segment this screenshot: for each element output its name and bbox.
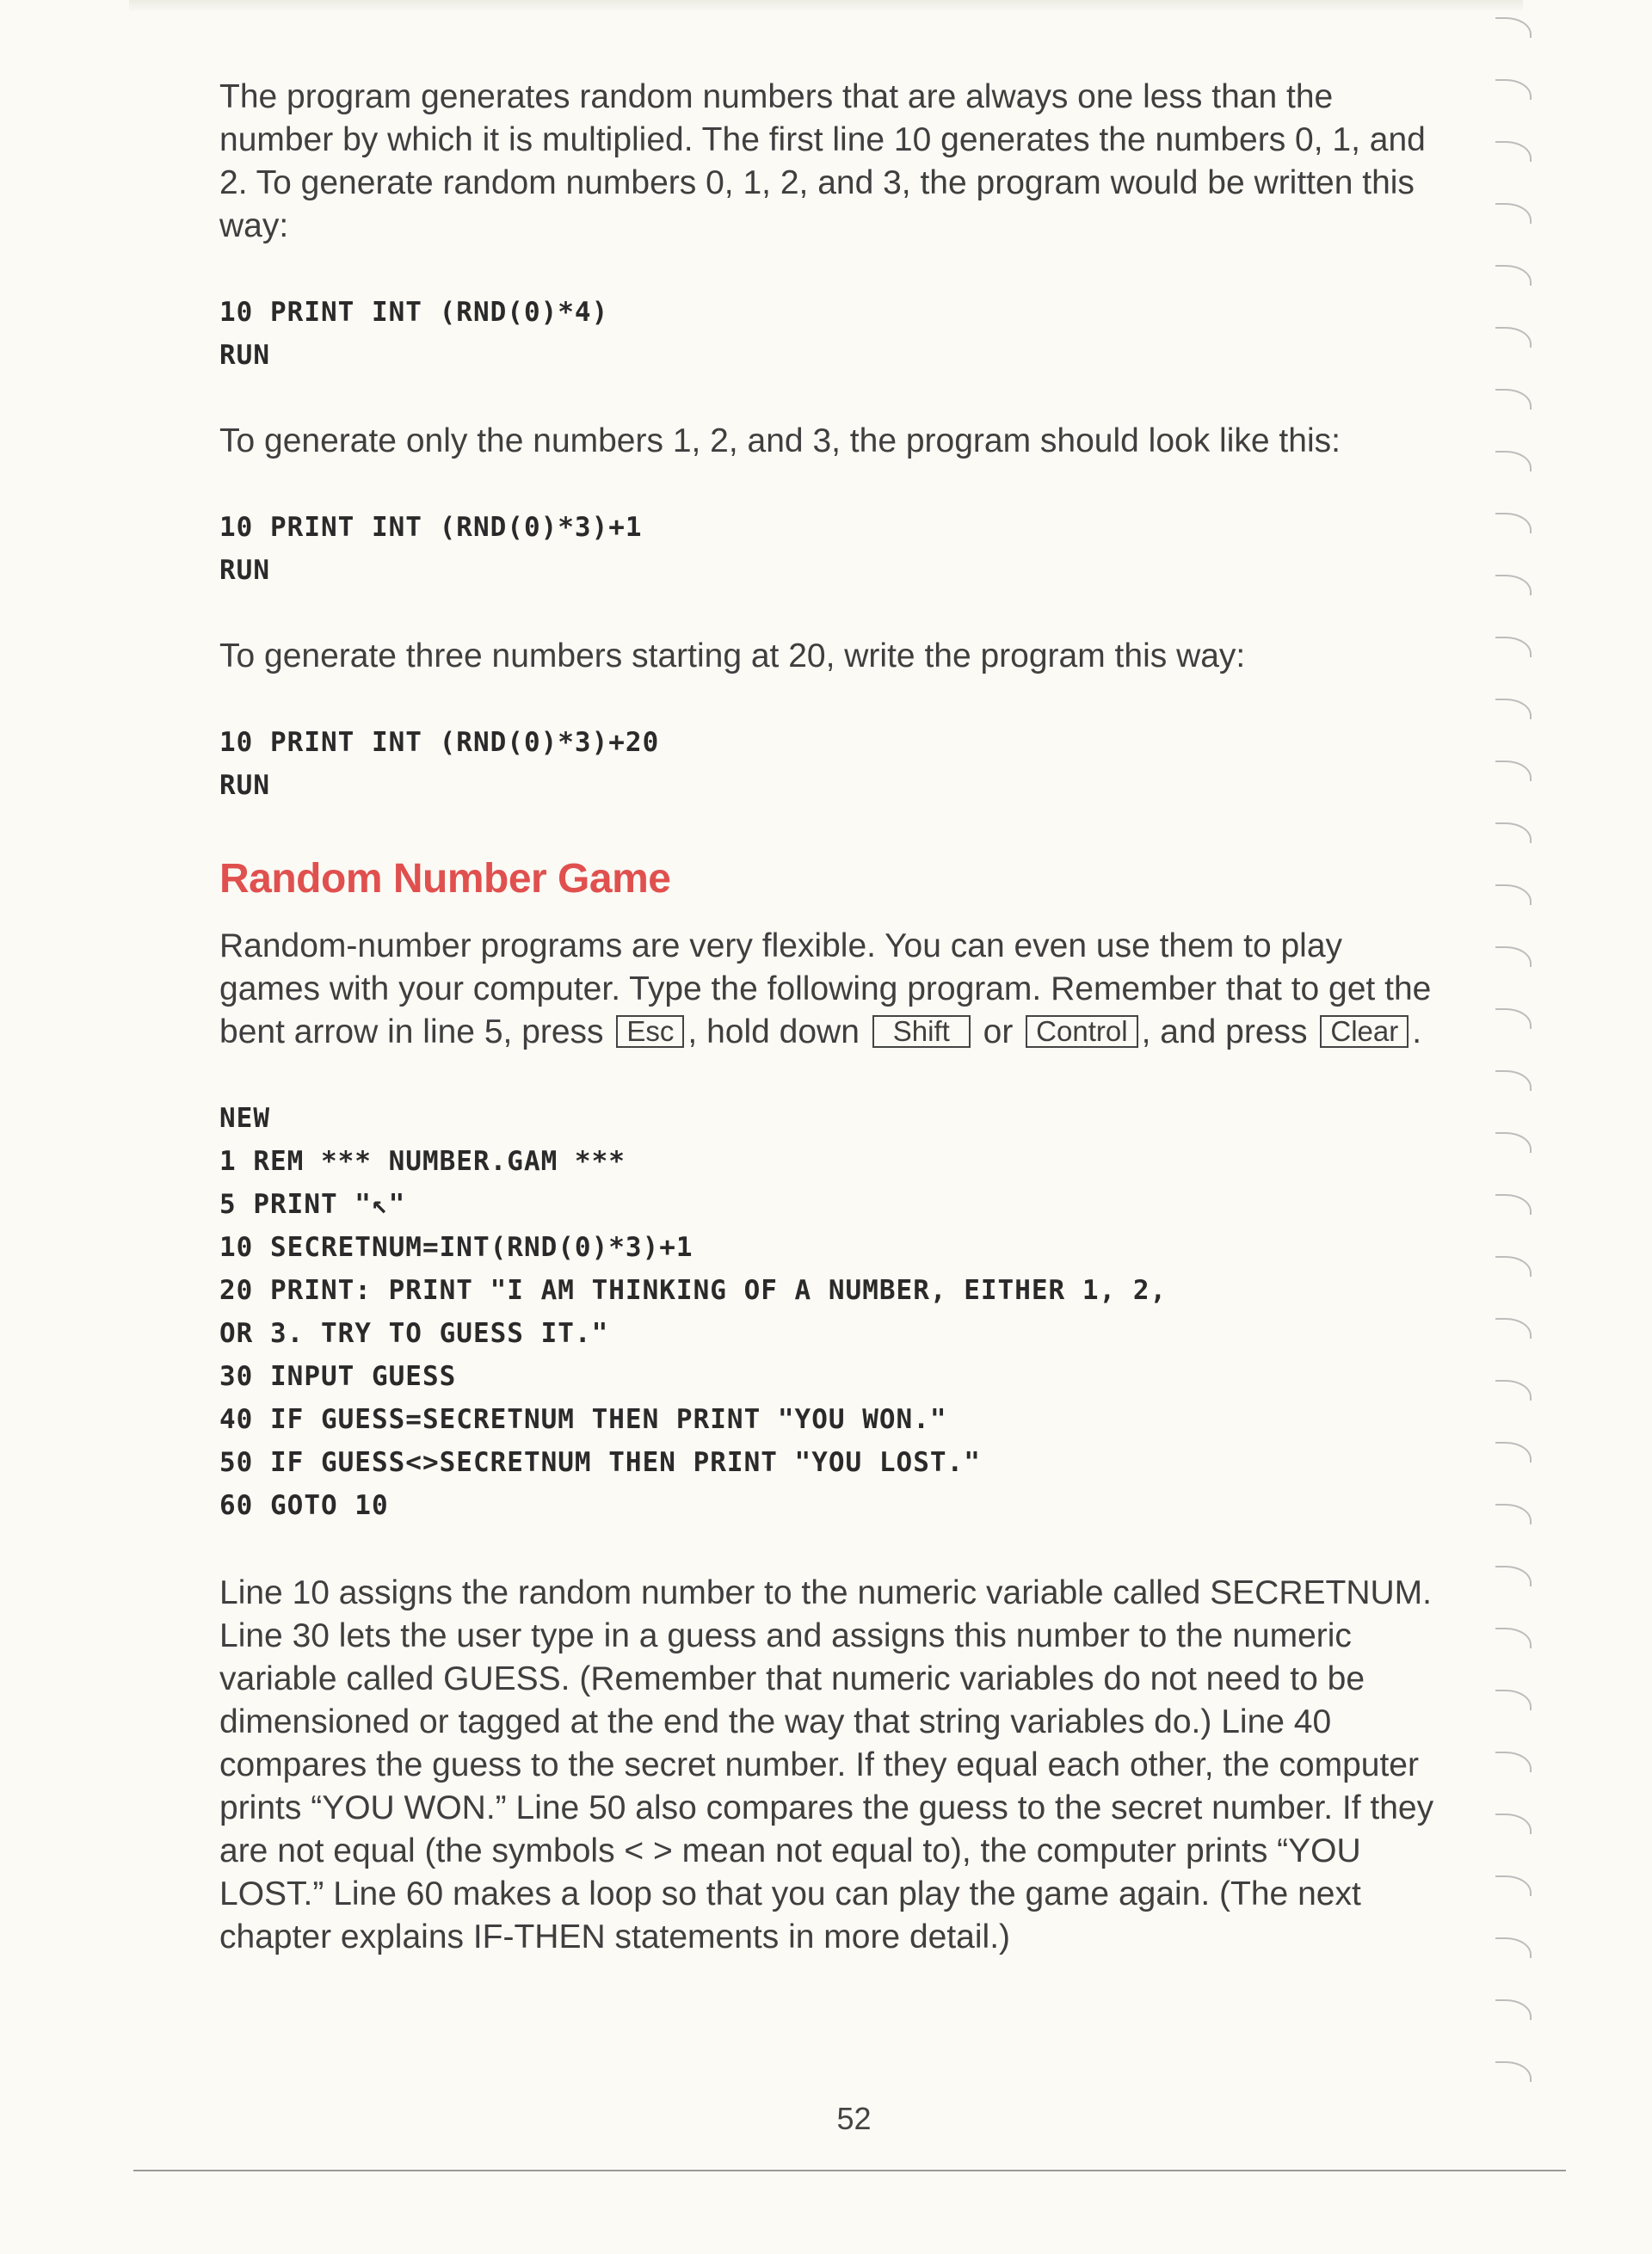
binding-ring-icon [1495, 1752, 1532, 1772]
binding-ring-icon [1495, 1132, 1532, 1153]
binding-ring-icon [1495, 1628, 1532, 1648]
code-block-3 [219, 721, 1441, 807]
paragraph-game-intro [219, 925, 1441, 1054]
page-edge [129, 0, 1523, 12]
page-number: 52 [836, 2101, 872, 2136]
paragraph-text: or [983, 1013, 1014, 1050]
binding-ring-icon [1495, 1814, 1532, 1834]
binding-ring-icon [1495, 1690, 1532, 1710]
binding-ring-icon [1495, 389, 1532, 410]
code-line: 10 PRINT INT (RND(0)*4) [219, 297, 609, 328]
binding-ring-icon [1495, 1380, 1532, 1401]
paragraph-intro: The program generates random numbers that are always one less than the number by which it is multiplied. The first line 10 generates the numbers 0, 1, and 2. To generate random numbers 0, 1, 2, and 3, the program would be written this way: [219, 78, 1426, 244]
code-block-2 [219, 506, 1441, 592]
binding-ring-icon [1495, 17, 1532, 38]
code-block-game [219, 1097, 1441, 1527]
paragraph-explanation: Line 10 assigns the random number to the numeric variable called SECRETNUM. Line 30 lets the user type in a guess and assigns this number to the numeric variable called GUESS. (Remember that numeric variables do not need to be dimensioned or tagged at the end the way that string variables do.) Line 40 compares the guess to the secret number. If they equal each other, the computer prints “YOU WON.” Line 50 also compares the guess to the secret number. If they are not equal (the symbols < > mean not equal to), the computer prints “YOU LOST.” Line 60 makes a loop so that you can play the game again. (The next chapter explains IF-THEN statements in more detail.) [219, 1574, 1434, 1955]
paragraph-text: Random-number programs are very flexible. You can even use them to play games with your computer. Type the following program. Remember that to get the bent arrow in line 5, press [219, 927, 1432, 1050]
paragraph-text: , and press [1141, 1013, 1308, 1050]
binding-ring-icon [1495, 884, 1532, 905]
binding-ring-icon [1495, 1256, 1532, 1277]
code-line: 50 IF GUESS<>SECRETNUM THEN PRINT "YOU LOST." [219, 1447, 981, 1478]
code-line: 20 PRINT: PRINT "I AM THINKING OF A NUMBER, EITHER 1, 2, [219, 1275, 1168, 1306]
code-line: 30 INPUT GUESS [219, 1361, 457, 1392]
binding-ring-icon [1495, 637, 1532, 657]
spiral-binding [1495, 0, 1547, 2168]
paragraph-text: , hold down [687, 1013, 860, 1050]
code-line: RUN [219, 340, 270, 371]
binding-ring-icon [1495, 1318, 1532, 1339]
code-line: 40 IF GUESS=SECRETNUM THEN PRINT "YOU WON." [219, 1404, 947, 1435]
paragraph-range-1-3: To generate only the numbers 1, 2, and 3, the program should look like this: [219, 422, 1341, 459]
code-block-1 [219, 291, 1441, 377]
code-line: 10 PRINT INT (RND(0)*3)+1 [219, 512, 643, 543]
binding-ring-icon [1495, 513, 1532, 533]
esc-key: Esc [616, 1015, 684, 1048]
binding-ring-icon [1495, 203, 1532, 224]
paragraph-range-20: To generate three numbers starting at 20, write the program this way: [219, 637, 1246, 674]
binding-ring-icon [1495, 265, 1532, 286]
binding-ring-icon [1495, 1442, 1532, 1463]
binding-ring-icon [1495, 1875, 1532, 1896]
code-line: NEW [219, 1103, 270, 1134]
code-line: 5 PRINT "↖" [219, 1189, 406, 1220]
binding-ring-icon [1495, 1504, 1532, 1524]
binding-ring-icon [1495, 946, 1532, 967]
code-line: 1 REM *** NUMBER.GAM *** [219, 1146, 626, 1177]
binding-ring-icon [1495, 2061, 1532, 2082]
binding-ring-icon [1495, 1008, 1532, 1029]
code-line: OR 3. TRY TO GUESS IT." [219, 1318, 609, 1349]
shift-key: Shift [872, 1015, 971, 1048]
binding-ring-icon [1495, 822, 1532, 843]
binding-ring-icon [1495, 327, 1532, 348]
bottom-rule [133, 2170, 1566, 2171]
binding-ring-icon [1495, 1566, 1532, 1586]
section-heading: Random Number Game [219, 856, 671, 902]
paragraph-text: . [1412, 1013, 1422, 1050]
code-line: RUN [219, 555, 270, 586]
binding-ring-icon [1495, 1937, 1532, 1958]
page-content [219, 76, 1441, 1959]
code-line: 10 SECRETNUM=INT(RND(0)*3)+1 [219, 1232, 693, 1263]
binding-ring-icon [1495, 761, 1532, 781]
code-line: 10 PRINT INT (RND(0)*3)+20 [219, 727, 660, 758]
binding-ring-icon [1495, 1070, 1532, 1091]
binding-ring-icon [1495, 575, 1532, 595]
binding-ring-icon [1495, 451, 1532, 471]
binding-ring-icon [1495, 141, 1532, 162]
clear-key: Clear [1320, 1015, 1409, 1048]
binding-ring-icon [1495, 1194, 1532, 1215]
binding-ring-icon [1495, 1999, 1532, 2020]
binding-ring-icon [1495, 699, 1532, 719]
code-line: RUN [219, 770, 270, 801]
control-key: Control [1026, 1015, 1137, 1048]
binding-ring-icon [1495, 79, 1532, 100]
code-line: 60 GOTO 10 [219, 1490, 389, 1521]
